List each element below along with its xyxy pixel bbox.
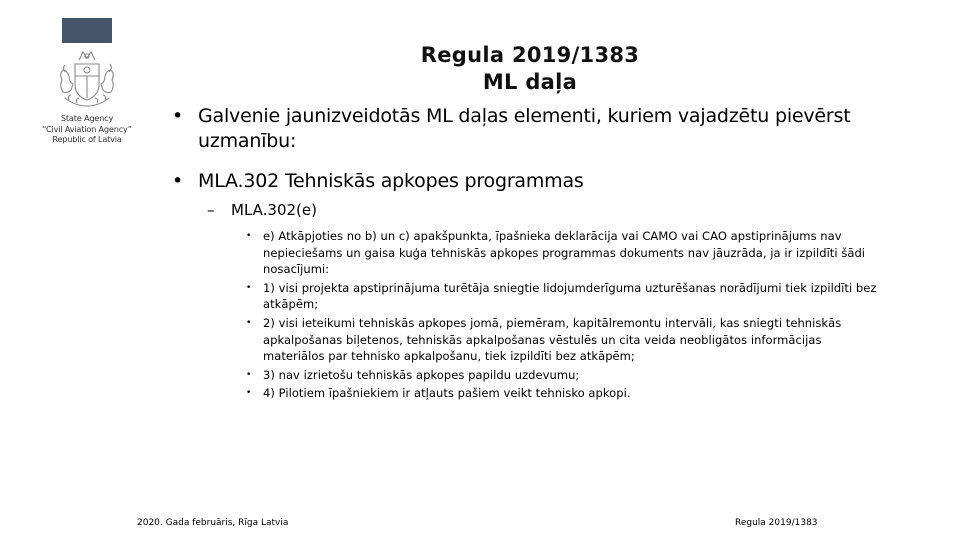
bullet-icon: • xyxy=(246,388,252,399)
bullet-item-2 xyxy=(172,169,892,194)
bullet-item-text: Galvenie jaunizveidotās ML daļas elementi, kuriem vajadzētu pievērst uzmanību: xyxy=(198,105,851,152)
condition-item xyxy=(246,280,886,313)
condition-item xyxy=(246,367,886,384)
bullet-item-text: MLA.302 Tehniskās apkopes programmas xyxy=(198,170,584,192)
bullet-icon: • xyxy=(246,231,252,241)
bullet-icon: • xyxy=(246,317,252,328)
condition-list xyxy=(246,228,886,404)
dash-icon: – xyxy=(207,201,215,219)
sub-item-text: MLA.302(e) xyxy=(231,201,317,219)
sub-item-mla302e xyxy=(207,200,317,220)
agency-line-2: “Civil Aviation Agency” xyxy=(42,123,132,134)
agency-line-1: State Agency xyxy=(60,113,114,123)
bullet-item-1 xyxy=(172,104,892,154)
condition-text: 3) nav izrietošu tehniskās apkopes papildu uzdevumu; xyxy=(263,367,580,382)
title-line-2: ML daļa xyxy=(482,70,578,94)
condition-text: e) Atkāpjoties no b) un c) apakšpunkta, īpašnieka deklarācija vai CAMO vai CAO apstiprinājums nav nepieciešams un gaisa kuģa tehniskās apkopes programmas dokuments nav jāuzrāda, ja ir izpildīti šādi nosacījumi: xyxy=(263,229,866,277)
agency-line-3: Republic of Latvia xyxy=(52,134,122,144)
agency-name xyxy=(30,113,144,145)
footer-date: 2020. Gada februāris, Rīga Latvia xyxy=(137,518,289,528)
condition-text: 4) Pilotiem īpašniekiem ir atļauts pašiem veikt tehnisko apkopi. xyxy=(263,386,631,401)
bullet-icon: • xyxy=(246,369,252,380)
condition-text: 2) visi ieteikumi tehniskās apkopes jomā, piemēram, kapitālremontu intervāli, kas sniegti tehniskās apkalpošanas biļetenos, tehniskās apkalpošanas vēstulēs un cita veida neobligātos informācijas materiālos par tehnisko apkalpošanu, tiek izpildīti bez atkāpēm; xyxy=(263,315,842,364)
footer-title: Regula 2019/1383 xyxy=(735,518,818,528)
bullet-icon: • xyxy=(172,170,184,192)
condition-item xyxy=(246,385,886,402)
bullet-icon: • xyxy=(172,105,184,127)
condition-item xyxy=(246,315,886,365)
bullet-icon: • xyxy=(246,282,252,293)
page-title xyxy=(380,42,680,96)
title-line-1: Regula 2019/1383 xyxy=(420,43,640,67)
logo-color-bar xyxy=(62,18,112,43)
condition-text: 1) visi projekta apstiprinājuma turētāja sniegtie lidojumderīguma uzturēšanas norādījumi tiek izpildīti bez atkāpēm; xyxy=(263,280,877,312)
condition-item xyxy=(246,228,886,278)
latvia-coat-of-arms-icon xyxy=(53,48,121,110)
